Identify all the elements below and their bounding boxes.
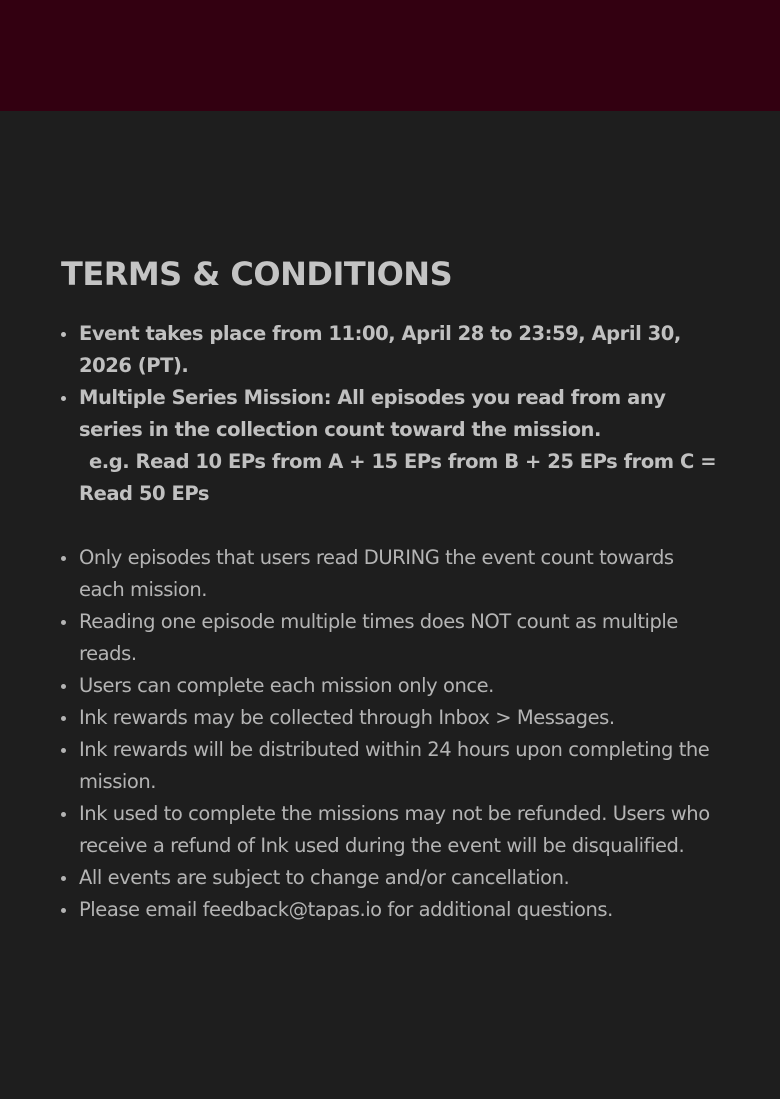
- list-item: [61, 318, 721, 382]
- list-item: Reading one episode multiple times does NOT count as multiple reads.: [61, 606, 721, 670]
- list-item: [61, 382, 721, 510]
- event-period-text: Event takes place from 11:00, April 28 to 23:59, April 30, 2026 (PT).: [79, 322, 681, 377]
- list-item: Ink rewards may be collected through Inbox > Messages.: [61, 702, 721, 734]
- bold-terms-list: [61, 318, 721, 510]
- list-item: Users can complete each mission only once.: [61, 670, 721, 702]
- list-item: Only episodes that users read DURING the event count towards each mission.: [61, 542, 721, 606]
- list-item: Ink rewards will be distributed within 24 hours upon completing the mission.: [61, 734, 721, 798]
- multiple-series-mission-text: Multiple Series Mission: All episodes you read from any series in the collection count toward the mission.: [79, 386, 666, 441]
- list-item: Ink used to complete the missions may not be refunded. Users who receive a refund of Ink used during the event will be disqualified.: [61, 798, 721, 862]
- terms-title: TERMS & CONDITIONS: [61, 255, 453, 293]
- terms-list: [61, 542, 721, 926]
- mission-example-text: e.g. Read 10 EPs from A + 15 EPs from B + 25 EPs from C = Read 50 EPs: [79, 450, 717, 505]
- list-item: Please email feedback@tapas.io for additional questions.: [61, 894, 721, 926]
- list-item: All events are subject to change and/or cancellation.: [61, 862, 721, 894]
- top-banner: [0, 0, 780, 111]
- terms-section: [61, 252, 721, 926]
